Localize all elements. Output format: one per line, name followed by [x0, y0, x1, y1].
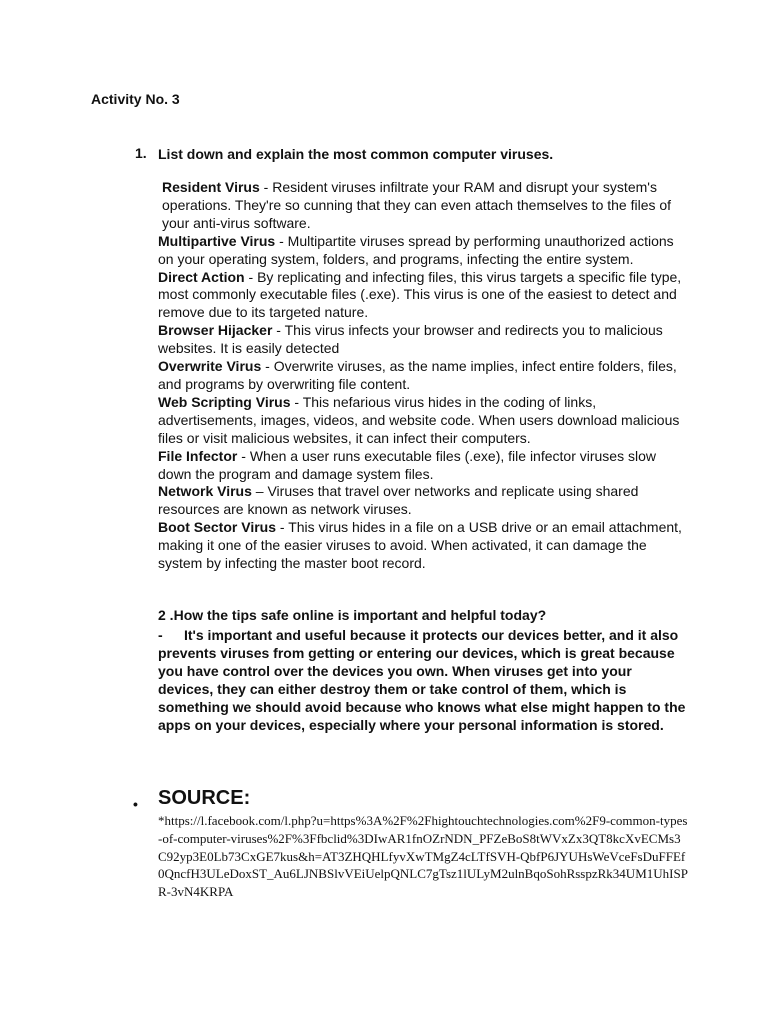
virus-entry-web-scripting — [158, 394, 688, 448]
virus-name: Multipartive Virus — [158, 232, 276, 249]
virus-entry-direct-action — [158, 269, 688, 323]
virus-entry-file-infector — [158, 448, 688, 484]
virus-description: This nefarious virus hides in the coding of links, advertisements, images, videos, and website code. When users download malicious files or visit malicious websites, it can infect their computers. — [158, 393, 680, 446]
virus-separator: - — [237, 447, 250, 464]
activity-title: Activity No. 3 — [91, 91, 180, 107]
virus-description: Resident viruses infiltrate your RAM and disrupt your system's operations. They're so cunning that they can even attach themselves to the files of your anti-virus software. — [162, 179, 672, 231]
question-2-line — [158, 606, 688, 624]
virus-entry-resident — [158, 179, 688, 233]
virus-separator: - — [244, 268, 258, 285]
virus-description: Multipartite viruses spread by performing unauthorized actions on your operating system, folders, and programs, infecting the entire system. — [158, 232, 674, 267]
virus-separator: - — [275, 232, 288, 249]
question-2-answer-block — [158, 626, 688, 734]
virus-separator: - — [272, 322, 285, 339]
virus-description: By replicating and infecting files, this virus targets a specific file type, most commonly executable files (.exe). This virus is one of the easiest to detect and remove due to its targeted nature. — [158, 268, 682, 321]
virus-entry-boot-sector — [158, 519, 688, 573]
virus-name: Network Virus — [158, 483, 252, 500]
bullet-icon: • — [133, 796, 138, 812]
virus-description: Overwrite viruses, as the name implies, infect entire folders, files, and programs by overwriting file content. — [158, 358, 677, 392]
virus-entry-multipartite — [158, 233, 688, 269]
virus-separator: - — [276, 519, 289, 536]
question-1-heading: List down and explain the most common computer viruses. — [158, 146, 554, 162]
virus-description: This virus hides in a file on a USB drive or an email attachment, making it one of the easier viruses to avoid. When activated, it can damage the system by infecting the master boot record. — [158, 519, 682, 572]
virus-description: Viruses that travel over networks and replicate using shared resources are known as network viruses. — [158, 483, 639, 518]
virus-description: This virus infects your browser and redirects you to malicious websites. It is easily detected — [158, 322, 663, 357]
virus-name: Browser Hijacker — [158, 322, 273, 339]
virus-entry-network — [158, 483, 688, 519]
virus-name: File Infector — [158, 447, 238, 464]
virus-list — [158, 179, 688, 573]
virus-description: When a user runs executable files (.exe), file infector viruses slow down the program and damage system files. — [158, 447, 656, 482]
question-1-number: 1. — [135, 145, 147, 161]
question-2-number: 2 . — [158, 607, 174, 623]
virus-name: Resident Virus — [162, 179, 260, 195]
question-2-answer: It's important and useful because it protects our devices better, and it also prevents viruses from getting or entering our devices, which is great because you have control over the devices you own. When viruses get into your devices, they can either destroy them or take control of them, which is something we should avoid because who knows what else might happen to the apps on your devices, especially where your personal information is stored. — [158, 627, 686, 733]
virus-separator: - — [290, 393, 303, 410]
virus-entry-browser-hijacker — [158, 322, 688, 358]
question-2-text: How the tips safe online is important and helpful today? — [173, 607, 547, 623]
virus-name: Boot Sector Virus — [158, 519, 276, 536]
answer-dash: - — [158, 627, 163, 643]
virus-name: Direct Action — [158, 268, 245, 285]
virus-name: Overwrite Virus — [158, 358, 262, 375]
source-heading: SOURCE: — [158, 787, 251, 809]
virus-separator: – — [251, 483, 268, 500]
virus-name: Web Scripting Virus — [158, 393, 291, 410]
question-2-block — [158, 606, 688, 734]
source-url: *https://l.facebook.com/l.php?u=https%3A%2F%2Fhightouchtechnologies.com%2F9-common-types-of-computer-viruses%2F%3Ffbclid%3DIwAR1fnOZrNDN_PFZeBoS8tWVxZx3QT8kcXvECMs3C92yp3E0Lb73CxGE7kus&h=AT3ZHQHLfyvXwTMgZ4cLTfSVH-QbfP6JYUHsWeVceFsDuFFEf0QncfH3ULeDoxST_Au6LJNBSlvVEiUelpQNLC7gTsz1lULyM2ulnBqoSohRsspzRk34UM1UhISPR-3vN4KRPA — [158, 813, 688, 900]
virus-separator: - — [261, 358, 274, 375]
virus-entry-overwrite — [158, 358, 688, 394]
virus-separator: - — [259, 179, 273, 195]
